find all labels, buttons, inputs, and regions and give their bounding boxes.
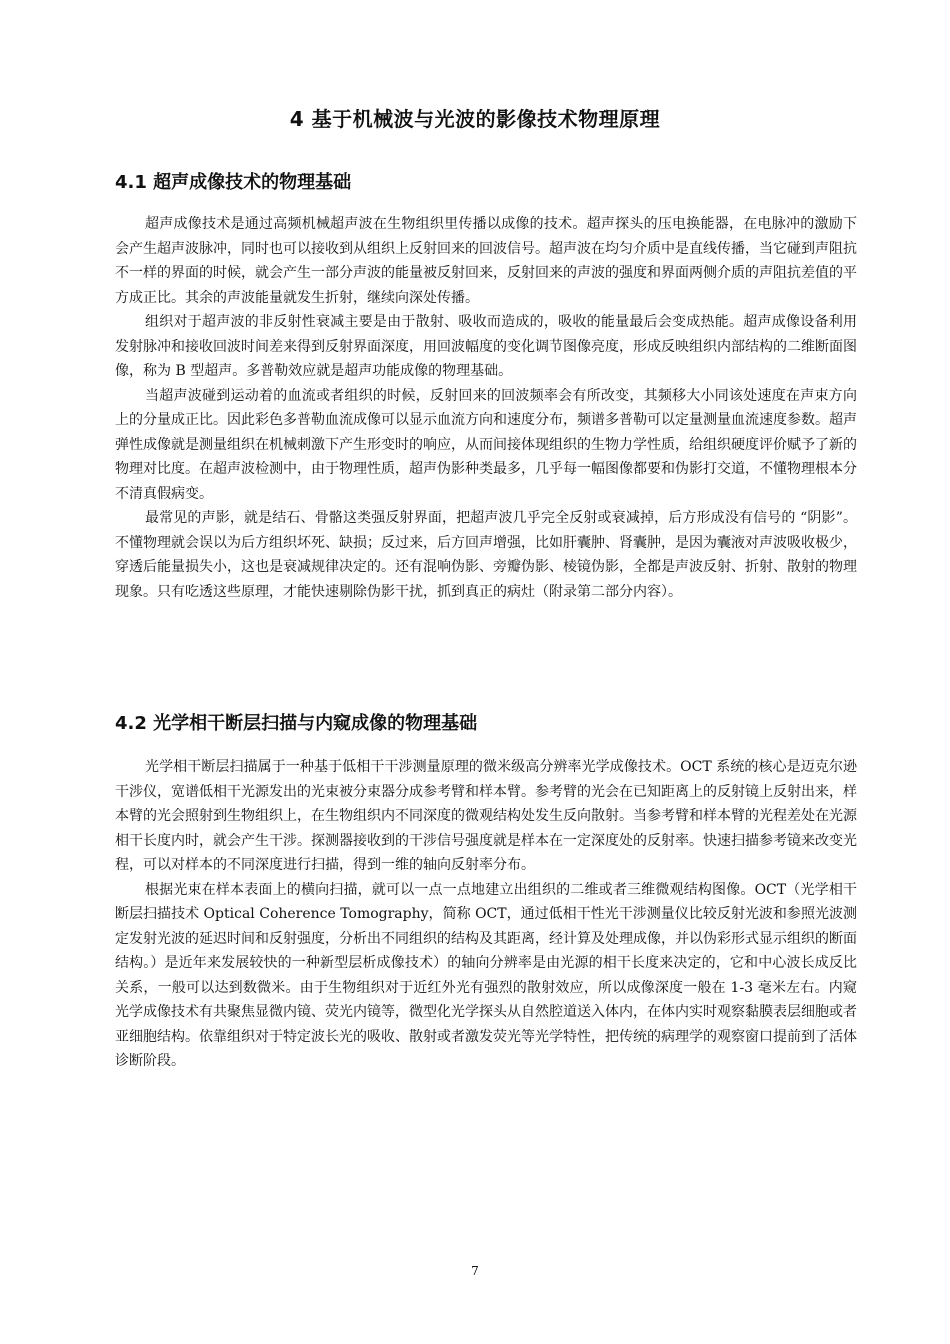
section-heading-4-2: 4.2 光学相干断层扫描与内窥成像的物理基础 [115, 713, 478, 734]
section-4-2-body [115, 755, 857, 1074]
paragraph: 组织对于超声波的非反射性衰减主要是由于散射、吸收而造成的，吸收的能量最后会变成热能。超声成像设备利用发射脉冲和接收回波时间差来得到反射界面深度，用回波幅度的变化调节图像亮度，形成反映组织内部结构的二维断面图像，称为 B 型超声。多普勒效应就是超声功能成像的物理基础。 [115, 314, 857, 379]
paragraph: 超声成像技术是通过高频机械超声波在生物组织里传播以成像的技术。超声探头的压电换能器，在电脉冲的激励下会产生超声波脉冲，同时也可以接收到从组织上反射回来的回波信号。超声波在均匀介质中是直线传播，当它碰到声阻抗不一样的界面的时候，就会产生一部分声波的能量被反射回来，反射回来的声波的强度和界面两侧介质的声阻抗差值的平方成正比。其余的声波能量就发生折射，继续向深处传播。 [115, 216, 857, 306]
paragraph: 根据光束在样本表面上的横向扫描，就可以一点一点地建立出组织的二维或者三维微观结构图像。OCT（光学相干断层扫描技术 Optical Coherence Tomography，简称 OCT，通过低相干性光干涉测量仪比较反射光波和参照光波测定发射光波的延迟时间和反射强度，分析出不同组织的结构及其距离，经计算及处理成像，并以伪彩形式显示组织的断面结构。）是近年来发展较快的一种新型层析成像技术）的轴向分辨率是由光源的相干长度来决定的，它和中心波长成反比关系，一般可以达到数微米。由于生物组织对于近红外光有强烈的散射效应，所以成像深度一般在 1-3 毫米左右。内窥光学成像技术有共聚焦显微内镜、荧光内镜等，微型化光学探头从自然腔道送入体内，在体内实时观察黏膜表层细胞或者亚细胞结构。依靠组织对于特定波长光的吸收、散射或者激发荧光等光学特性，把传统的病理学的观察窗口提前到了活体诊断阶段。 [115, 881, 857, 1069]
section-heading-4-1: 4.1 超声成像技术的物理基础 [115, 172, 352, 193]
section-4-1-body [115, 212, 857, 604]
page-number: 7 [471, 1264, 479, 1278]
chapter-title: 4 基于机械波与光波的影像技术物理原理 [289, 107, 661, 131]
paragraph: 光学相干断层扫描属于一种基于低相干干涉测量原理的微米级高分辨率光学成像技术。OCT 系统的核心是迈克尔逊干涉仪，宽谱低相干光源发出的光束被分束器分成参考臂和样本臂。参考臂的光会在已知距离上的反射镜上反射出来，样本臂的光会照射到生物组织上，在生物组织内不同深度的微观结构处发生反向散射。当参考臂和样本臂的光程差处在光源相干长度内时，就会产生干涉。探测器接收到的干涉信号强度就是样本在一定深度处的反射率。快速扫描参考镜来改变光程，可以对样本的不同深度进行扫描，得到一维的轴向反射率分布。 [115, 759, 857, 873]
paragraph: 最常见的声影，就是结石、骨骼这类强反射界面，把超声波几乎完全反射或衰减掉，后方形成没有信号的 “阴影”。不懂物理就会误以为后方组织坏死、缺损；反过来，后方回声增强，比如肝囊肿、肾囊肿，是因为囊液对声波吸收极少，穿透后能量损失小，这也是衰减规律决定的。还有混响伪影、旁瓣伪影、棱镜伪影，全都是声波反射、折射、散射的物理现象。只有吃透这些原理，才能快速剔除伪影干扰，抓到真正的病灶（附录第二部分内容）。 [115, 510, 857, 600]
paragraph: 当超声波碰到运动着的血流或者组织的时候，反射回来的回波频率会有所改变，其频移大小同该处速度在声束方向上的分量成正比。因此彩色多普勒血流成像可以显示血流方向和速度分布，频谱多普勒可以定量测量血流速度参数。超声弹性成像就是测量组织在机械刺激下产生形变时的响应，从而间接体现组织的生物力学性质，给组织硬度评价赋予了新的物理对比度。在超声波检测中，由于物理性质，超声伪影种类最多，几乎每一幅图像都要和伪影打交道，不懂物理根本分不清真假病变。 [115, 387, 857, 502]
